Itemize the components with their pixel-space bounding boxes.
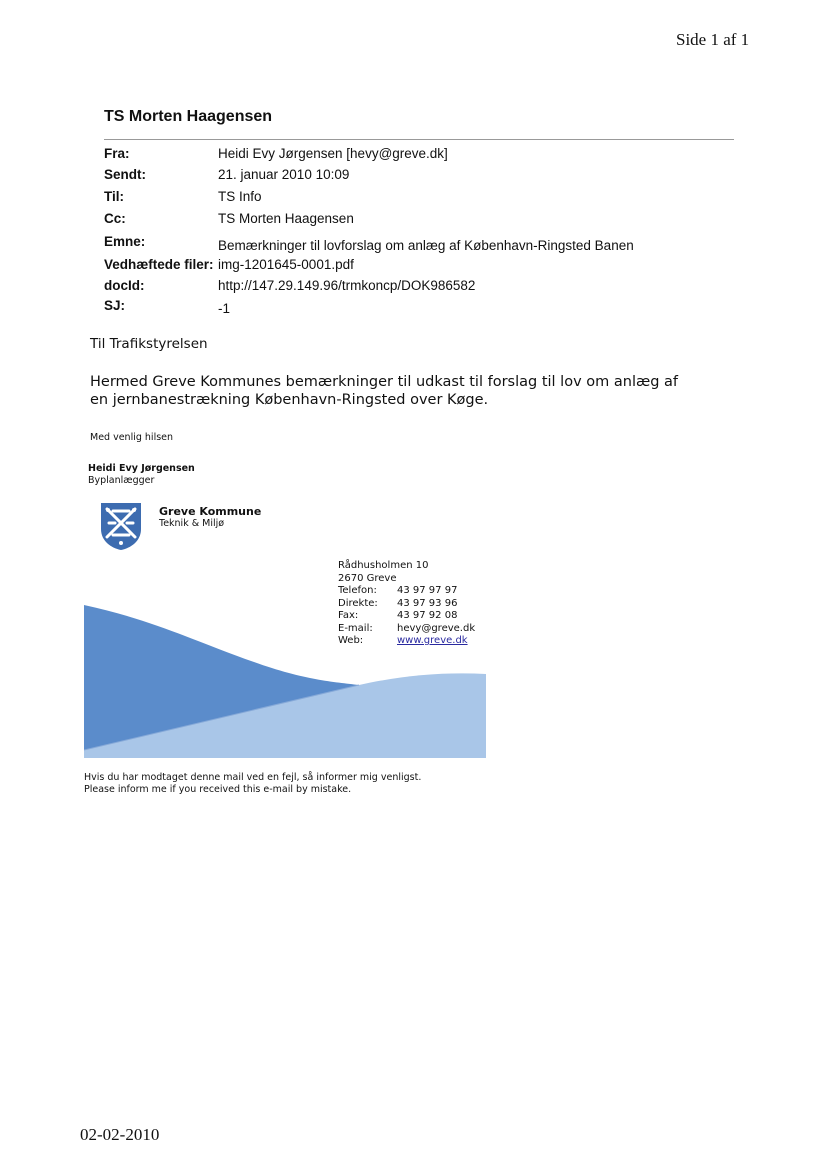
contact-label: E-mail: xyxy=(338,622,373,634)
header-divider xyxy=(104,139,734,140)
message-body: Hermed Greve Kommunes bemærkninger til udkast til forslag til lov om anlæg af en jernbanestrækning København-Ringsted over Køge. xyxy=(90,374,679,408)
contact-phone xyxy=(338,585,475,598)
attachment-link[interactable]: img-1201645-0001.pdf xyxy=(218,257,354,272)
header-value-docid: http://147.29.149.96/trmkoncp/DOK986582 xyxy=(218,278,476,293)
header-label: Sendt: xyxy=(104,167,146,182)
signature-name: Heidi Evy Jørgensen xyxy=(88,463,195,474)
contact-block xyxy=(338,560,475,648)
address-line: 2670 Greve xyxy=(338,572,397,584)
header-label: Cc: xyxy=(104,211,126,226)
contact-email xyxy=(338,623,475,636)
contact-fax xyxy=(338,610,475,623)
signature-closing: Med venlig hilsen xyxy=(90,432,174,443)
footer-date: 02-02-2010 xyxy=(80,1125,160,1144)
sender-title: TS Morten Haagensen xyxy=(104,108,273,125)
header-label: Fra: xyxy=(104,146,130,161)
header-label: Til: xyxy=(104,189,124,204)
message-greeting: Til Trafikstyrelsen xyxy=(90,336,208,352)
header-value-subject: Bemærkninger til lovforslag om anlæg af København-Ringsted Banen xyxy=(218,238,634,253)
address-line: Rådhusholmen 10 xyxy=(338,560,429,571)
header-value-to: TS Info xyxy=(218,189,262,204)
contact-label: Direkte: xyxy=(338,597,378,609)
contact-value: 43 97 97 97 xyxy=(397,585,458,596)
org-department: Teknik & Miljø xyxy=(159,518,225,529)
header-value-sent: 21. januar 2010 10:09 xyxy=(218,167,350,182)
header-label: SJ: xyxy=(104,298,126,313)
signature-role: Byplanlægger xyxy=(88,475,155,486)
header-label: Emne: xyxy=(104,234,146,249)
contact-label: Web: xyxy=(338,635,364,646)
header-value-from: Heidi Evy Jørgensen [hevy@greve.dk] xyxy=(218,146,448,161)
contact-label: Fax: xyxy=(338,610,359,621)
header-value-sj: -1 xyxy=(218,301,231,316)
disclaimer-line-da: Hvis du har modtaget denne mail ved en fejl, så informer mig venligst. xyxy=(84,772,422,783)
disclaimer-line-en: Please inform me if you received this e-mail by mistake. xyxy=(84,784,352,795)
org-name: Greve Kommune xyxy=(159,505,262,518)
contact-value: 43 97 93 96 xyxy=(397,597,458,609)
email-link[interactable]: hevy@greve.dk xyxy=(397,622,476,634)
header-label: docId: xyxy=(104,278,145,293)
contact-direct xyxy=(338,598,475,611)
header-label: Vedhæftede filer: xyxy=(104,257,214,272)
greve-crest-icon xyxy=(99,501,143,551)
contact-web xyxy=(338,635,475,648)
contact-value: 43 97 92 08 xyxy=(397,610,458,621)
website-link[interactable]: www.greve.dk xyxy=(397,635,468,646)
page-indicator: Side 1 af 1 xyxy=(676,30,750,49)
disclaimer xyxy=(84,772,421,796)
header-value-cc: TS Morten Haagensen xyxy=(218,211,354,226)
contact-label: Telefon: xyxy=(338,585,377,596)
